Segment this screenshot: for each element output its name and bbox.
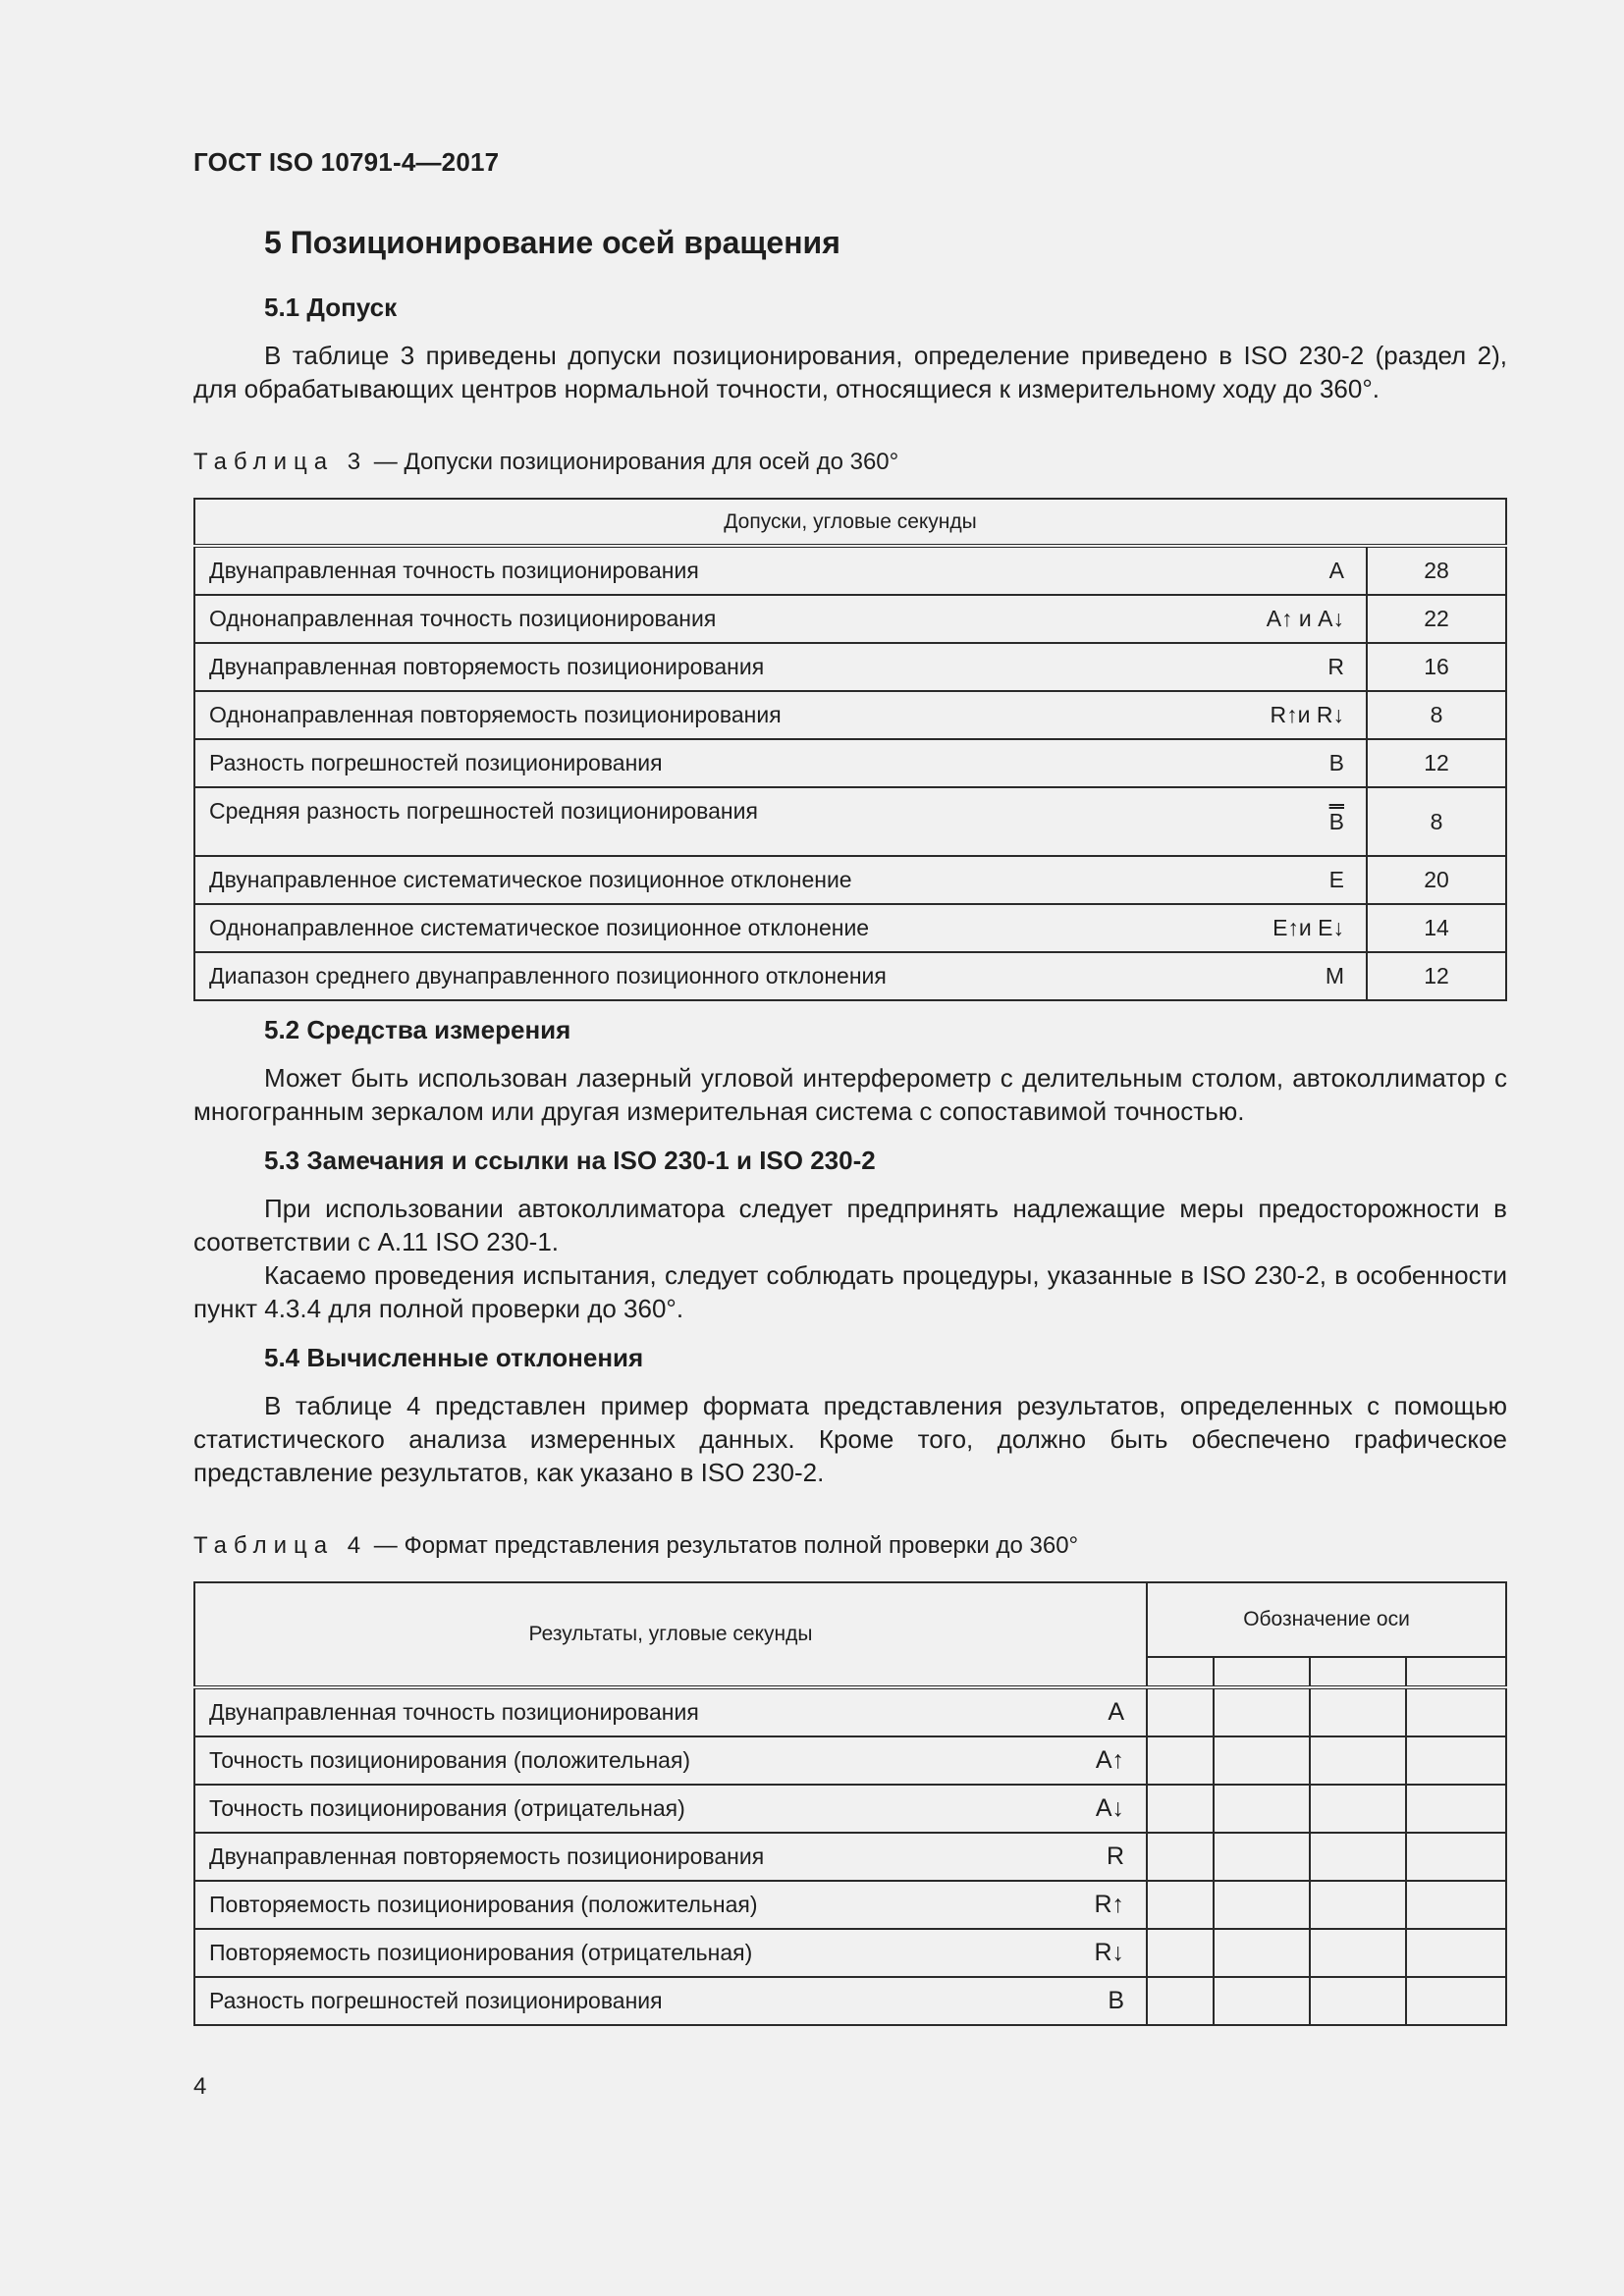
row-name: Разность погрешностей позиционирования [194,739,1193,787]
table-3-label: Таблица 3 [193,449,368,475]
axis-cell [1147,1785,1214,1833]
section-5-3-text-1: При использовании автоколлиматора следует предпринять надлежащие меры предосторожности в соответствии с A.11 ISO 230-1. [193,1194,1507,1256]
table-row [194,787,1506,856]
axis-column-4 [1406,1657,1506,1687]
axis-designation-header: Обозначение оси [1147,1582,1506,1657]
axis-cell [1406,1881,1506,1929]
table-3 [193,498,1507,1001]
table-row [194,1881,1506,1929]
axis-cell [1147,1977,1214,2025]
row-symbol: A↓ [1065,1785,1147,1833]
section-5-title: 5 Позиционирование осей вращения [264,225,840,260]
axis-cell [1147,1833,1214,1881]
axis-cell [1406,1785,1506,1833]
row-name: Двунаправленное систематическое позиционное отклонение [194,856,1193,904]
row-value: 8 [1367,691,1506,739]
row-symbol: R↑и R↓ [1193,691,1367,739]
table-4-title: Формат представления результатов полной проверки до 360° [404,1532,1079,1559]
document-page [193,147,1507,2026]
table-row [194,1736,1506,1785]
axis-column-2 [1214,1657,1310,1687]
axis-cell [1310,1736,1406,1785]
results-header: Результаты, угловые секунды [194,1582,1147,1687]
section-5-3-text-2: Касаемо проведения испытания, следует соблюдать процедуры, указанные в ISO 230-2, в особенности пункт 4.3.4 для полной проверки до 360°. [193,1260,1507,1323]
table-row [194,739,1506,787]
table-4-label: Таблица 4 [193,1532,368,1559]
axis-cell [1214,1736,1310,1785]
table-3-header: Допуски, угловые секунды [194,499,1506,546]
row-value: 12 [1367,739,1506,787]
table-row [194,595,1506,643]
table-row [194,1977,1506,2025]
row-symbol: A [1065,1687,1147,1736]
axis-cell [1214,1881,1310,1929]
section-5-3-title: 5.3 Замечания и ссылки на ISO 230-1 и ISO 230-2 [264,1146,876,1175]
axis-column-3 [1310,1657,1406,1687]
row-symbol: E [1193,856,1367,904]
table-row [194,856,1506,904]
axis-cell [1214,1833,1310,1881]
row-name: Двунаправленная повторяемость позиционирования [194,1833,1065,1881]
row-value: 16 [1367,643,1506,691]
row-name: Однонаправленная повторяемость позиционирования [194,691,1193,739]
row-symbol [1193,787,1367,856]
table-row [194,691,1506,739]
table-row [194,1833,1506,1881]
b-bar-symbol: B [1328,808,1344,834]
row-symbol: A [1193,546,1367,595]
row-symbol: R [1193,643,1367,691]
axis-cell [1147,1881,1214,1929]
row-name: Диапазон среднего двунаправленного позиционного отклонения [194,952,1193,1000]
axis-cell [1147,1687,1214,1736]
standard-code: ГОСТ ISO 10791-4—2017 [193,147,500,177]
table-row [194,546,1506,595]
table-3-caption [193,449,1507,476]
axis-cell [1147,1736,1214,1785]
table-row [194,904,1506,952]
table-4 [193,1581,1507,2026]
table-4-caption [193,1532,1507,1560]
table-row [194,1929,1506,1977]
row-value: 14 [1367,904,1506,952]
axis-cell [1147,1929,1214,1977]
row-name: Двунаправленная точность позиционирования [194,546,1193,595]
section-5-2-title: 5.2 Средства измерения [264,1015,571,1044]
table-3-dash: — [373,449,398,475]
row-name: Однонаправленная точность позиционирования [194,595,1193,643]
row-symbol: B [1193,739,1367,787]
row-name: Однонаправленное систематическое позиционное отклонение [194,904,1193,952]
row-name: Повторяемость позиционирования (положительная) [194,1881,1065,1929]
axis-cell [1214,1929,1310,1977]
row-symbol: M [1193,952,1367,1000]
section-5-1-text: В таблице 3 приведены допуски позиционирования, определение приведено в ISO 230-2 (раздел 2), для обрабатывающих центров нормальной точности, относящиеся к измерительному ходу до 360°. [193,341,1507,403]
row-symbol: R↓ [1065,1929,1147,1977]
row-symbol: A↑ и A↓ [1193,595,1367,643]
page-number: 4 [193,2073,207,2100]
table-header-row [194,1582,1506,1657]
table-3-title: Допуски позиционирования для осей до 360° [404,449,899,475]
row-value: 28 [1367,546,1506,595]
row-name: Повторяемость позиционирования (отрицательная) [194,1929,1065,1977]
axis-cell [1310,1785,1406,1833]
row-name: Точность позиционирования (положительная) [194,1736,1065,1785]
axis-cell [1406,1687,1506,1736]
row-value: 22 [1367,595,1506,643]
table-header-row [194,499,1506,546]
table-row [194,643,1506,691]
section-5-1-title: 5.1 Допуск [264,293,398,322]
section-5-2-text: Может быть использован лазерный угловой интерферометр с делительным столом, автоколлиматор с многогранным зеркалом или другая измерительная система с сопоставимой точностью. [193,1063,1507,1126]
axis-cell [1310,1881,1406,1929]
row-name: Точность позиционирования (отрицательная) [194,1785,1065,1833]
axis-cell [1214,1785,1310,1833]
row-symbol: R [1065,1833,1147,1881]
table-row [194,1785,1506,1833]
row-name: Средняя разность погрешностей позиционирования [194,787,1193,856]
row-name: Разность погрешностей позиционирования [194,1977,1065,2025]
axis-column-1 [1147,1657,1214,1687]
row-symbol: R↑ [1065,1881,1147,1929]
table-row [194,1687,1506,1736]
axis-cell [1310,1687,1406,1736]
row-symbol: E↑и E↓ [1193,904,1367,952]
row-value: 20 [1367,856,1506,904]
axis-cell [1406,1833,1506,1881]
axis-cell [1310,1833,1406,1881]
table-4-dash: — [373,1532,398,1559]
row-symbol: A↑ [1065,1736,1147,1785]
axis-cell [1214,1977,1310,2025]
section-5-4-text: В таблице 4 представлен пример формата представления результатов, определенных с помощью статистического анализа измеренных данных. Кроме того, должно быть обеспечено графическое представление результатов, как указано в ISO 230-2. [193,1391,1507,1487]
axis-cell [1406,1736,1506,1785]
axis-cell [1214,1687,1310,1736]
row-value: 8 [1367,787,1506,856]
section-5-4-title: 5.4 Вычисленные отклонения [264,1343,644,1372]
row-symbol: B [1065,1977,1147,2025]
axis-cell [1310,1929,1406,1977]
axis-cell [1310,1977,1406,2025]
axis-cell [1406,1977,1506,2025]
row-value: 12 [1367,952,1506,1000]
row-name: Двунаправленная точность позиционирования [194,1687,1065,1736]
row-name: Двунаправленная повторяемость позиционирования [194,643,1193,691]
table-row [194,952,1506,1000]
axis-cell [1406,1929,1506,1977]
